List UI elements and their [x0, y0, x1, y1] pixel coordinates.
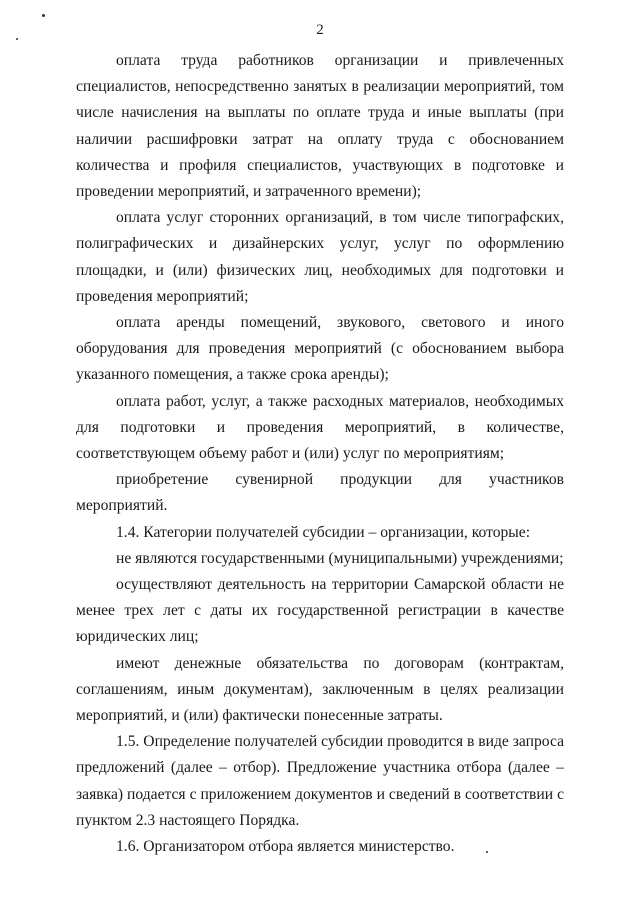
paragraph-works-materials: оплата работ, услуг, а также расходных материалов, необходимых для подготовки и проведения мероприятий, в количестве, соответствующем объему работ и (или) услуг по мероприятиям;: [76, 392, 564, 463]
paragraph-labor-costs: оплата труда работников организации и привлеченных специалистов, непосредственно занятых в реализации мероприятий, том числе начисления на выплаты по оплате труда и иные выплаты (при наличии расшифровки затрат на оплату труда с обоснованием количества и профиля специалистов, участвующих в подготовке и проведении мероприятий, и затраченного времени);: [76, 52, 564, 201]
scan-artifact-dot: [42, 14, 45, 17]
paragraph-third-party-services: оплата услуг сторонних организаций, в том числе типографских, полиграфических и дизайнерских услуг, услуг по оформлению площадки, и (или) физических лиц, необходимых для подготовки и проведения мероприятий;: [76, 209, 564, 305]
paragraph-not-state-institutions: не являются государственными (муниципальными) учреждениями;: [116, 549, 564, 567]
paragraph-section-1-6: 1.6. Организатором отбора является министерство.: [116, 838, 455, 856]
paragraph-rent: оплата аренды помещений, звукового, светового и иного оборудования для проведения мероприятий (с обоснованием выбора указанного помещения, а также срока аренды);: [76, 314, 564, 384]
paragraph-section-1-5: 1.5. Определение получателей субсидии проводится в виде запроса предложений (далее – отбор). Предложение участника отбора (далее – заявка) подается с приложением документов и сведений в соответствии с пунктом 2.3 настоящего Порядка.: [76, 733, 564, 829]
paragraph-operate-samara: осуществляют деятельность на территории Самарской области не менее трех лет с даты их государственной регистрации в качестве юридических лиц;: [76, 576, 564, 646]
paragraph-section-1-4: 1.4. Категории получателей субсидии – организации, которые:: [116, 523, 531, 541]
scan-artifact-dot: [16, 38, 18, 40]
paragraph-monetary-obligations: имеют денежные обязательства по договорам (контрактам, соглашениям, иным документам), заключенным в целях реализации мероприятий, и (или) фактически понесенные затраты.: [76, 654, 564, 725]
paragraph-souvenirs: приобретение сувенирной продукции для участников мероприятий.: [76, 471, 564, 515]
document-body: [76, 48, 564, 860]
page-number: 2: [316, 22, 324, 38]
